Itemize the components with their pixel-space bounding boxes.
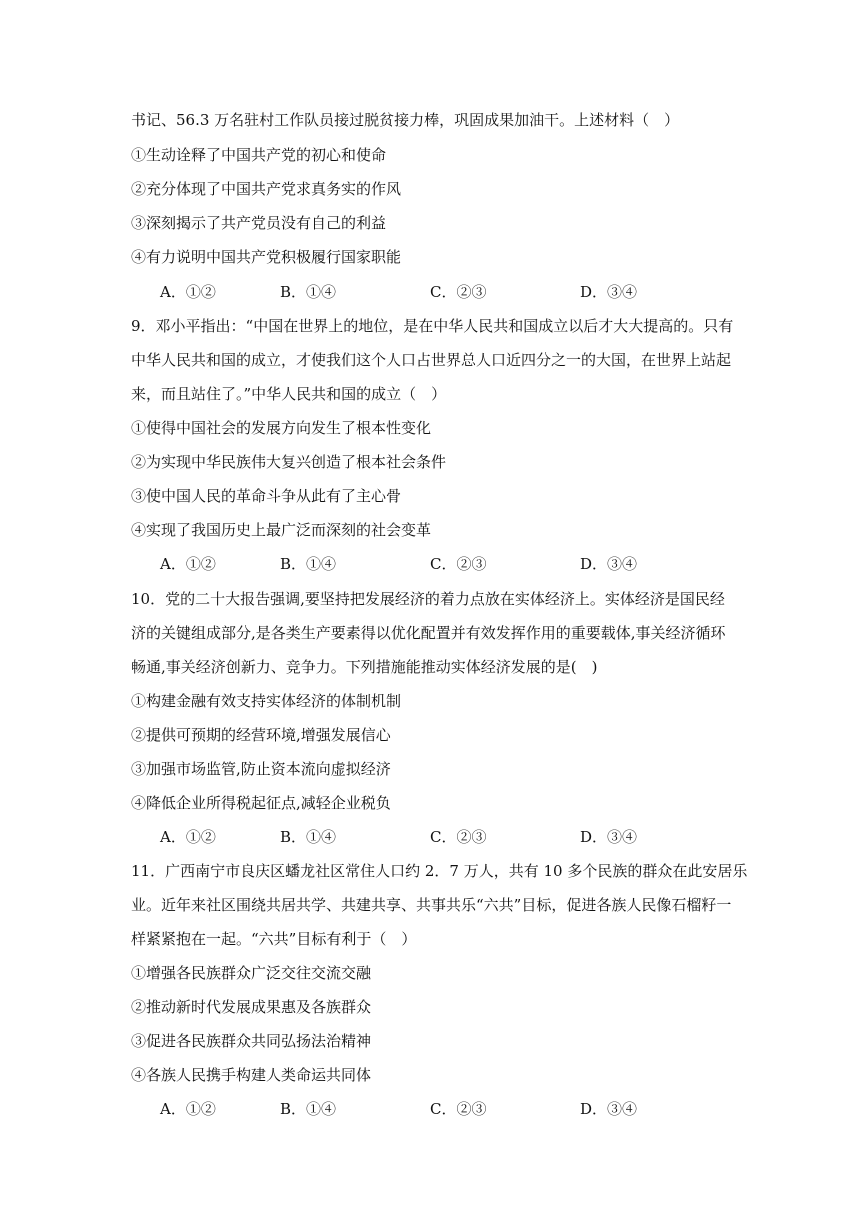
q10-stem-line-3: 畅通,事关经济创新力、竞争力。下列措施能推动实体经济发展的是( ) [131, 658, 598, 676]
q11-option-d: D．③④ [580, 1100, 638, 1118]
q10-option-b: B．①④ [280, 828, 337, 846]
q10-stem-line-1: 10．党的二十大报告强调,要坚持把发展经济的着力点放在实体经济上。实体经济是国民经 [131, 590, 725, 608]
q11-stem-line-3: 样紧紧抱在一起。“六共”目标有利于（ ） [131, 930, 417, 948]
q11-option-c: C．②③ [430, 1100, 487, 1118]
q9-item-1: ①使得中国社会的发展方向发生了根本性变化 [131, 419, 432, 437]
q11-item-2: ②推动新时代发展成果惠及各族群众 [131, 998, 372, 1016]
q9-item-3: ③使中国人民的革命斗争从此有了主心骨 [131, 487, 402, 505]
q11-item-3: ③促进各民族群众共同弘扬法治精神 [131, 1032, 372, 1050]
q9-option-a: A．①② [160, 555, 216, 573]
q11-item-1: ①增强各民族群众广泛交往交流交融 [131, 964, 372, 982]
q11-stem-line-1: 11．广西南宁市良庆区蟠龙社区常住人口约 2．7 万人，共有 10 多个民族的群众在此安居乐 [131, 862, 748, 880]
q8-item-3: ③深刻揭示了共产党员没有自己的利益 [131, 214, 387, 232]
q8-option-a: A．①② [160, 283, 216, 301]
q8-option-c: C．②③ [430, 283, 487, 301]
q10-item-4: ④降低企业所得税起征点,减轻企业税负 [131, 794, 391, 812]
q9-stem-line-3: 来，而且站住了。”中华人民共和国的成立（ ） [131, 385, 447, 403]
q8-option-d: D．③④ [580, 283, 638, 301]
q10-item-3: ③加强市场监管,防止资本流向虚拟经济 [131, 760, 391, 778]
q10-option-d: D．③④ [580, 828, 638, 846]
q9-option-d: D．③④ [580, 555, 638, 573]
q11-item-4: ④各族人民携手构建人类命运共同体 [131, 1066, 372, 1084]
q8-item-1: ①生动诠释了中国共产党的初心和使命 [131, 146, 387, 164]
q10-option-c: C．②③ [430, 828, 487, 846]
q11-option-a: A．①② [160, 1100, 216, 1118]
q10-stem-line-2: 济的关键组成部分,是各类生产要素得以优化配置并有效发挥作用的重要载体,事关经济循环 [131, 624, 726, 642]
q9-stem-line-2: 中华人民共和国的成立，才使我们这个人口占世界总人口近四分之一的大国，在世界上站起 [131, 351, 732, 369]
q11-stem-line-2: 业。近年来社区围绕共居共学、共建共享、共事共乐“六共”目标，促进各族人民像石榴籽一 [131, 896, 732, 914]
q8-item-2: ②充分体现了中国共产党求真务实的作风 [131, 180, 402, 198]
q8-stem-tail: 书记、56.3 万名驻村工作队员接过脱贫接力棒，巩固成果加油干。上述材料（ ） [131, 111, 680, 129]
q11-option-b: B．①④ [280, 1100, 337, 1118]
q9-item-2: ②为实现中华民族伟大复兴创造了根本社会条件 [131, 453, 447, 471]
q9-stem-line-1: 9．邓小平指出：“中国在世界上的地位，是在中华人民共和国成立以后才大大提高的。只有 [131, 317, 734, 335]
q8-option-b: B．①④ [280, 283, 337, 301]
q10-option-a: A．①② [160, 828, 216, 846]
q10-item-1: ①构建金融有效支持实体经济的体制机制 [131, 692, 402, 710]
q8-item-4: ④有力说明中国共产党积极履行国家职能 [131, 248, 402, 266]
q9-option-b: B．①④ [280, 555, 337, 573]
q10-item-2: ②提供可预期的经营环境,增强发展信心 [131, 726, 391, 744]
q9-option-c: C．②③ [430, 555, 487, 573]
q9-item-4: ④实现了我国历史上最广泛而深刻的社会变革 [131, 521, 432, 539]
